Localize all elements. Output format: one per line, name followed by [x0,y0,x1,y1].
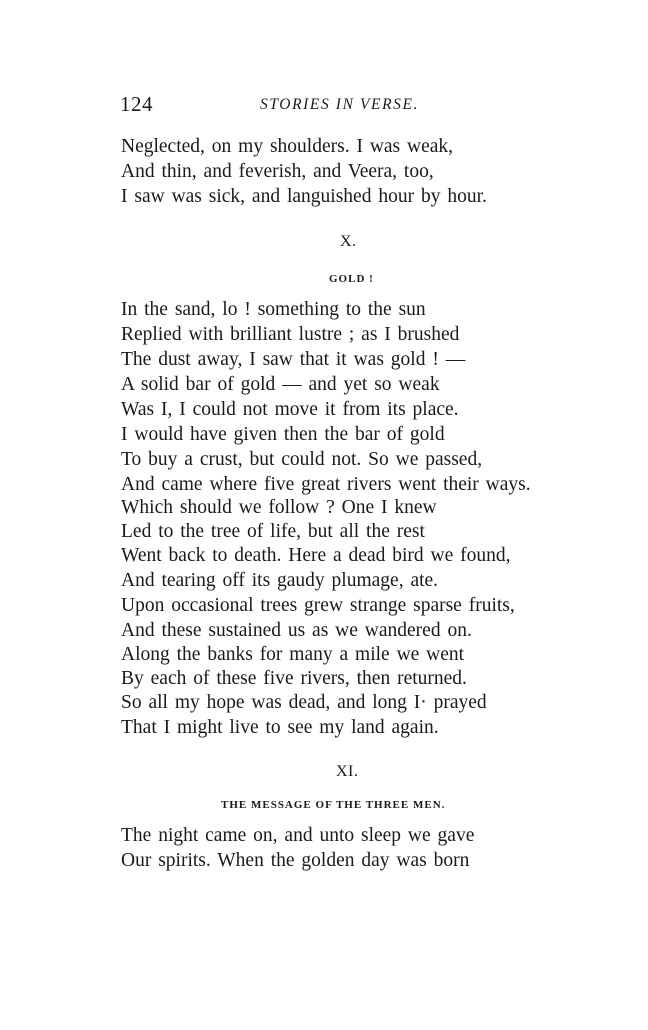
verse-line: I saw was sick, and languished hour by hour. [121,186,487,207]
page-header [120,92,520,122]
section-number: XI. [336,763,359,780]
verse-line: The night came on, and unto sleep we gave [121,825,475,846]
verse-line: The dust away, I saw that it was gold ! — [121,349,466,370]
verse-line: That I might live to see my land again. [121,717,439,738]
section-title: GOLD ! [329,273,374,285]
verse-line: And came where five great rivers went their ways. [121,474,531,495]
verse-line: To buy a crust, but could not. So we passed, [121,449,483,470]
verse-line: Upon occasional trees grew strange sparse fruits, [121,595,515,616]
section-number: X. [340,233,357,250]
section-title: THE MESSAGE OF THE THREE MEN. [221,799,446,811]
verse-line: Replied with brilliant lustre ; as I brushed [121,324,460,345]
verse-line: Went back to death. Here a dead bird we found, [121,545,511,566]
verse-line: Which should we follow ? One I knew [121,497,437,518]
verse-line: Was I, I could not move it from its place. [121,399,459,420]
verse-line: I would have given then the bar of gold [121,424,445,445]
verse-line: And thin, and feverish, and Veera, too, [121,161,434,182]
verse-line: And these sustained us as we wandered on. [121,620,472,641]
verse-line: So all my hope was dead, and long I· prayed [121,692,487,713]
verse-line: By each of these five rivers, then returned. [121,668,467,689]
page-number: 124 [120,92,153,116]
verse-line: Our spirits. When the golden day was born [121,850,470,871]
verse-line: And tearing off its gaudy plumage, ate. [121,570,439,591]
verse-line: Along the banks for many a mile we went [121,644,465,665]
verse-line: In the sand, lo ! something to the sun [121,299,426,320]
running-head: STORIES IN VERSE. [260,96,420,113]
verse-line: Neglected, on my shoulders. I was weak, [121,136,454,157]
verse-line: A solid bar of gold — and yet so weak [121,374,440,395]
verse-line: Led to the tree of life, but all the rest [121,521,425,542]
